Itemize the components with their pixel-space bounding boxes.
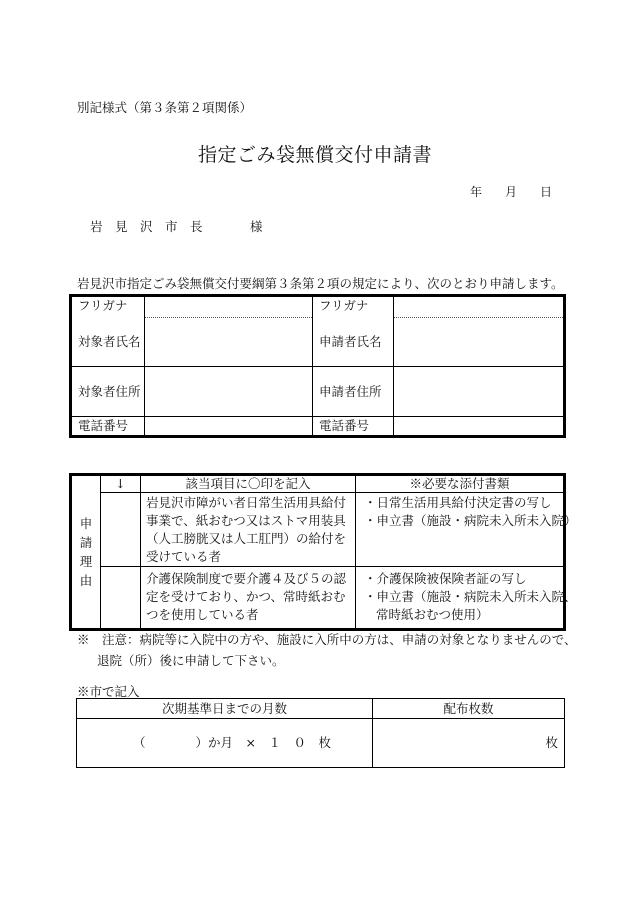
count-unit[interactable]: 枚 xyxy=(545,735,558,750)
applicant-table xyxy=(69,294,566,438)
phone-label-left: 電話番号 xyxy=(71,417,145,437)
reason-side-label xyxy=(71,475,101,630)
reason-item-line: 定を受けており、かつ、常時紙おむ xyxy=(146,589,346,604)
page-title: 指定ごみ袋無償交付申請書 xyxy=(197,144,432,166)
subject-name-label: 対象者氏名 xyxy=(71,318,145,367)
reason-item-line: 岩見沢市障がい者日常生活用具給付 xyxy=(146,495,347,510)
date-year-label: 年 xyxy=(470,185,483,199)
docs-column-header: ※必要な添付書類 xyxy=(356,475,565,493)
required-doc-line: ・申立書（施設・病院未入所未入院、 xyxy=(364,589,577,604)
reason-item-row1 xyxy=(141,493,356,567)
date-day-label: 日 xyxy=(540,185,553,199)
note-line-1: ※ 注意：病院等に入院中の方や、施設に入所中の方は、申請の対象となりませんので、 xyxy=(77,632,577,647)
applicant-address-field[interactable] xyxy=(394,367,565,417)
furigana-label-right: フリガナ xyxy=(313,296,394,318)
note-line-2: 退院（所）後に申請して下さい。 xyxy=(97,653,285,668)
check-column-header: ↓ xyxy=(101,475,141,493)
count-column-header: 配布枚数 xyxy=(373,699,565,719)
item-column-header: 該当項目に〇印を記入 xyxy=(141,475,356,493)
applicant-name-field[interactable] xyxy=(394,318,565,367)
reason-table xyxy=(69,473,577,631)
required-doc-line: ・日常生活用具給付決定書の写し xyxy=(364,495,552,510)
honorific: 様 xyxy=(250,219,263,234)
date-month-label: 月 xyxy=(505,185,518,199)
form-reference: 別記様式（第３条第２項関係） xyxy=(77,100,253,115)
subject-phone-field[interactable] xyxy=(145,417,313,437)
furigana-label-left: フリガナ xyxy=(71,296,145,318)
required-docs-row1 xyxy=(356,493,577,567)
reason-item-line: 受けている者 xyxy=(146,549,222,564)
intro-text: 岩見沢市指定ごみ袋無償交付要綱第３条第２項の規定により、次のとおり申請します。 xyxy=(77,276,564,291)
reason-side-char: 理 xyxy=(79,554,93,569)
required-docs-row2 xyxy=(356,567,577,630)
applicant-address-label: 申請者住所 xyxy=(313,367,394,417)
phone-label-right: 電話番号 xyxy=(313,417,394,437)
months-expression[interactable]: （ ）か月 × １ ０ 枚 xyxy=(77,719,373,768)
reason-item-line: 介護保険制度で要介護４及び５の認 xyxy=(146,571,347,586)
applicant-phone-field[interactable] xyxy=(394,417,565,437)
subject-furigana-field[interactable] xyxy=(145,296,313,318)
required-doc-line: 常時紙おむつ使用） xyxy=(376,607,489,622)
city-use-label: ※市で記入 xyxy=(77,684,140,699)
reason-item-line: つを使用している者 xyxy=(146,607,259,622)
reason-item-line: （人工膀胱又は人工肛門）の給付を xyxy=(146,531,347,546)
required-doc-line: ・介護保険被保険者証の写し xyxy=(364,571,527,586)
reason-item-line: 事業で、紙おむつ又はストマ用装具 xyxy=(146,513,346,528)
city-use-table xyxy=(76,698,565,768)
applicant-name-label: 申請者氏名 xyxy=(313,318,394,367)
subject-name-field[interactable] xyxy=(145,318,313,367)
reason-item-row2 xyxy=(141,567,356,630)
subject-address-label: 対象者住所 xyxy=(71,367,145,417)
subject-address-field[interactable] xyxy=(145,367,313,417)
required-doc-line: ・申立書（施設・病院未入所未入院） xyxy=(364,513,577,528)
months-column-header: 次期基準日までの月数 xyxy=(77,699,373,719)
addressee: 岩 見 沢 市 長 xyxy=(90,219,203,234)
reason-side-char: 由 xyxy=(79,573,93,588)
applicant-furigana-field[interactable] xyxy=(394,296,565,318)
check-cell-row2[interactable] xyxy=(101,567,141,630)
reason-side-char: 請 xyxy=(79,535,93,550)
check-cell-row1[interactable] xyxy=(101,493,141,567)
reason-side-char: 申 xyxy=(79,516,93,531)
